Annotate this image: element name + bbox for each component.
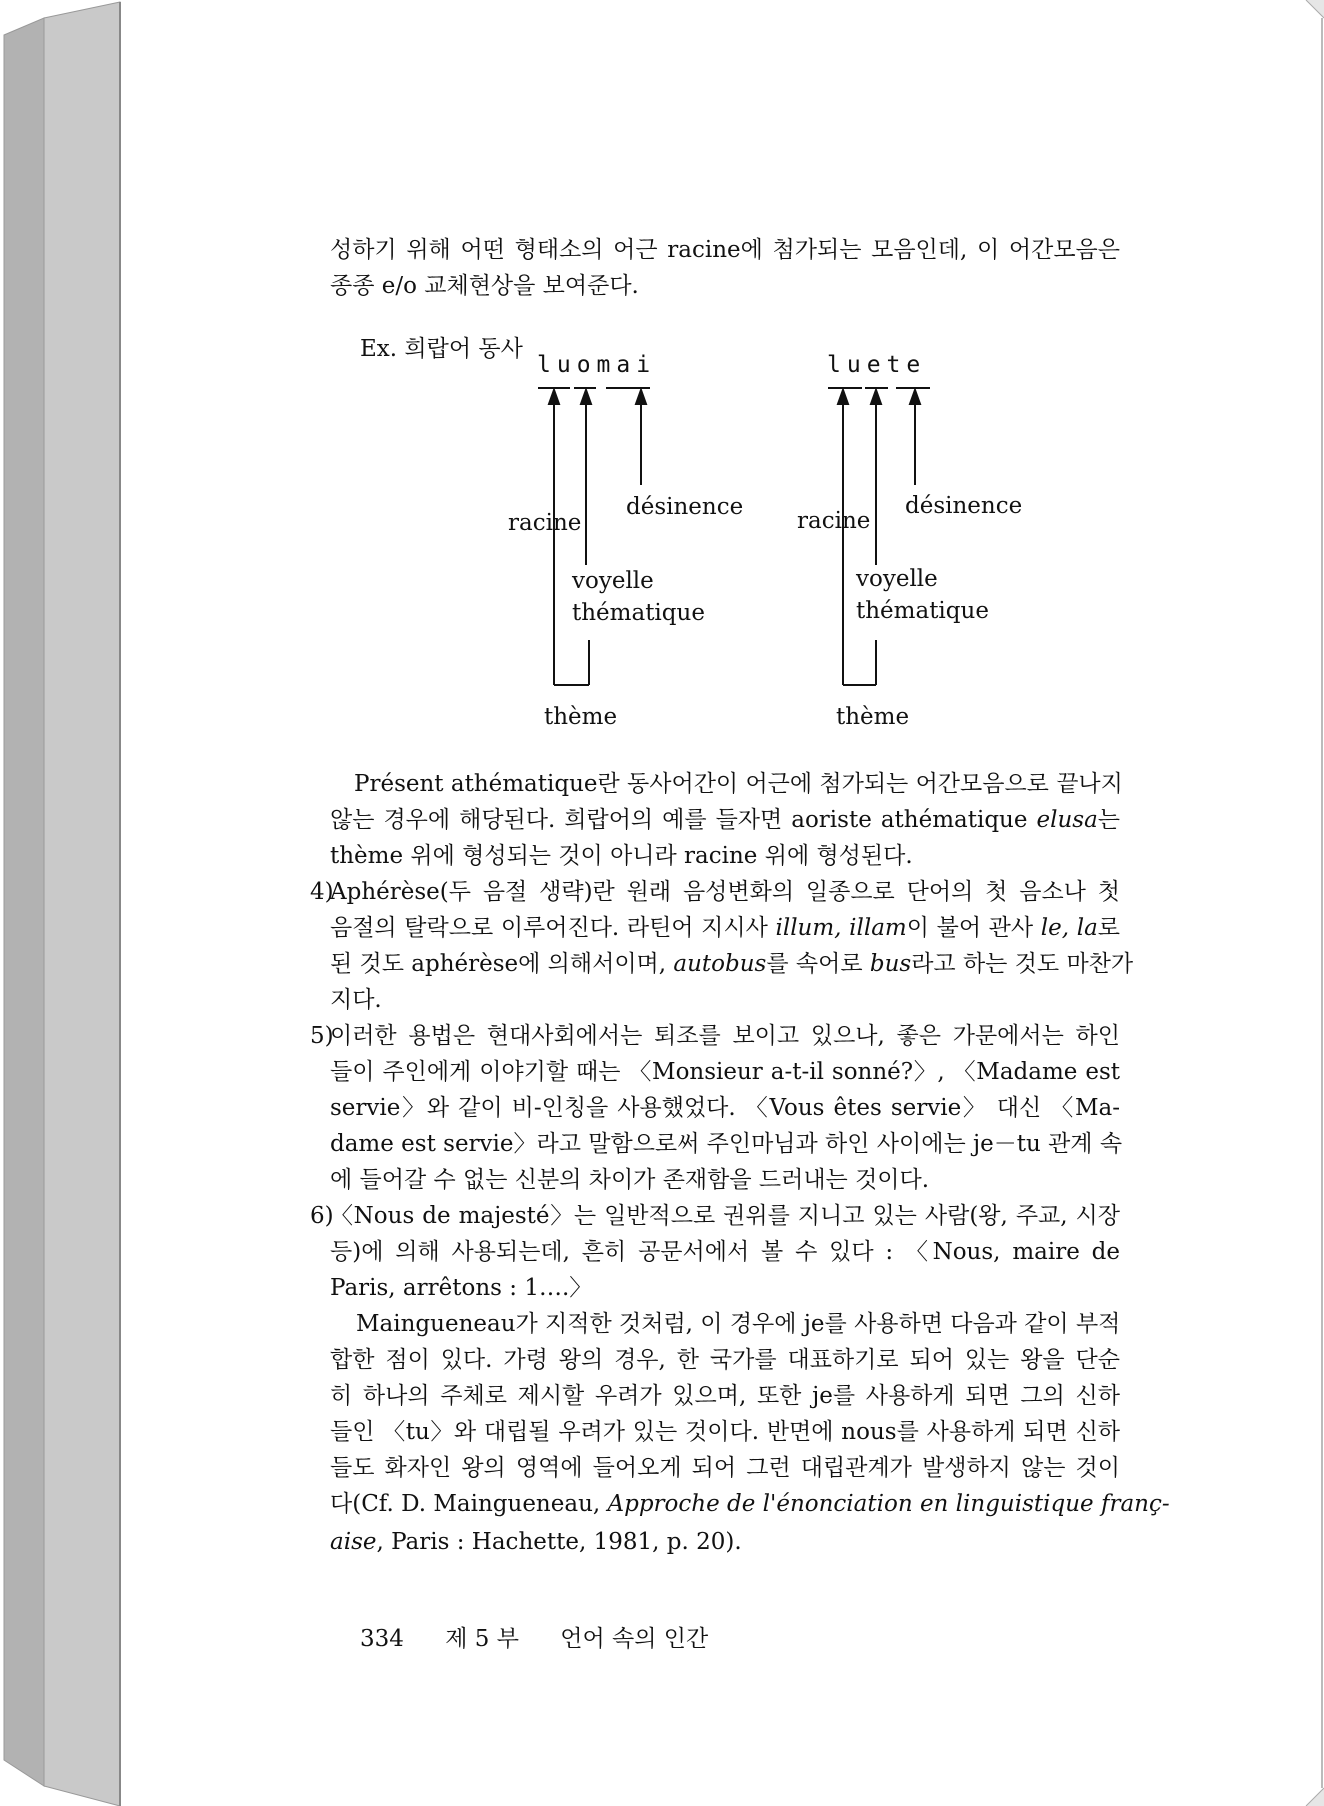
- note-6-line-1: 〈Nous de majesté〉는 일반적으로 권위를 지니고 있는 사람(왕, 주교, 시장: [330, 1203, 1120, 1229]
- note-6-line-2: 등)에 의해 사용되는데, 흔히 공문서에서 볼 수 있다 : 〈Nous, maire de: [330, 1239, 1120, 1265]
- note-6-line-3: Paris, arrêtons : 1….〉: [330, 1275, 593, 1301]
- intro-line-2: 종종 e/o 교체현상을 보여준다.: [330, 273, 639, 299]
- example-caption: Ex. 희랍어 동사: [360, 336, 523, 362]
- para-present-line-2: 않는 경우에 해당된다. 희랍어의 예를 들자면 aoriste athématique elusa는: [330, 807, 1120, 833]
- label-desinence-left: désinence: [626, 494, 744, 520]
- intro-line-1: 성하기 위해 어떤 형태소의 어근 racine에 첨가되는 모음인데, 이 어간모음은: [330, 237, 1120, 263]
- note-5-line-5: 에 들어갈 수 없는 신분의 차이가 존재함을 드러내는 것이다.: [330, 1167, 930, 1193]
- label-desinence-right: désinence: [905, 493, 1023, 519]
- part-title: 언어 속의 인간: [560, 1626, 709, 1652]
- label-theme-right: thème: [836, 704, 910, 730]
- part-label: 제 5 부: [445, 1626, 519, 1652]
- label-voyelle-right: voyelle: [856, 566, 938, 592]
- label-theme-left: thème: [544, 704, 618, 730]
- note-6-para-line-5: 들도 화자인 왕의 영역에 들어오게 되어 그런 대립관계가 발생하지 않는 것이: [330, 1455, 1120, 1481]
- note-6-para-line-7: aise, Paris : Hachette, 1981, p. 20).: [330, 1529, 742, 1555]
- para-present-line-1: Présent athématique란 동사어간이 어근에 첨가되는 어간모음으로 끝나지: [354, 771, 1123, 797]
- para-present-line-3: thème 위에 형성되는 것이 아니라 racine 위에 형성된다.: [330, 843, 913, 869]
- label-racine-right: racine: [797, 508, 871, 534]
- label-thematique-left: thématique: [572, 600, 705, 626]
- note-6-para-line-3: 히 하나의 주체로 제시할 우려가 있으며, 또한 je를 사용하게 되면 그의 신하: [330, 1383, 1120, 1409]
- note-6-para-line-6: 다(Cf. D. Maingueneau, Approche de l'énonciation en linguistique franç-: [330, 1491, 1170, 1517]
- note-4-line-1: Aphérèse(두 음절 생략)란 원래 음성변화의 일종으로 단어의 첫 음소나 첫: [330, 879, 1120, 905]
- note-6-number: 6): [310, 1203, 334, 1229]
- note-4-line-2: 음절의 탈락으로 이루어진다. 라틴어 지시사 illum, illam이 불어 관사 le, la로: [330, 915, 1120, 941]
- page-number: 334: [360, 1626, 404, 1652]
- greek-word-left: luomai: [537, 352, 657, 378]
- note-6-para-line-2: 합한 점이 있다. 가령 왕의 경우, 한 국가를 대표하기로 되어 있는 왕을 단순: [330, 1347, 1120, 1373]
- label-racine-left: racine: [508, 510, 582, 536]
- note-4-line-4: 지다.: [330, 987, 382, 1013]
- label-voyelle-left: voyelle: [572, 568, 654, 594]
- note-4-line-3: 된 것도 aphérèse에 의해서이며, autobus를 속어로 bus라고 하는 것도 마찬가: [330, 951, 1134, 977]
- greek-word-right: luete: [827, 352, 927, 378]
- note-4-number: 4): [310, 879, 334, 905]
- note-6-para-line-4: 들인 〈tu〉와 대립될 우려가 있는 것이다. 반면에 nous를 사용하게 되면 신하: [330, 1419, 1120, 1445]
- label-thematique-right: thématique: [856, 598, 989, 624]
- page-footer: [360, 1620, 742, 1653]
- note-5-line-1: 이러한 용법은 현대사회에서는 퇴조를 보이고 있으나, 좋은 가문에서는 하인: [330, 1023, 1120, 1049]
- note-5-line-3: servie〉와 같이 비-인칭을 사용했었다. 〈Vous êtes servie〉 대신 〈Ma-: [330, 1095, 1120, 1121]
- note-5-line-2: 들이 주인에게 이야기할 때는 〈Monsieur a-t-il sonné?〉, 〈Madame est: [330, 1059, 1120, 1085]
- note-5-number: 5): [310, 1023, 334, 1049]
- note-6-para-line-1: Maingueneau가 지적한 것처럼, 이 경우에 je를 사용하면 다음과 같이 부적: [356, 1311, 1121, 1337]
- note-5-line-4: dame est servie〉라고 말함으로써 주인마님과 하인 사이에는 je－tu 관계 속: [330, 1131, 1123, 1157]
